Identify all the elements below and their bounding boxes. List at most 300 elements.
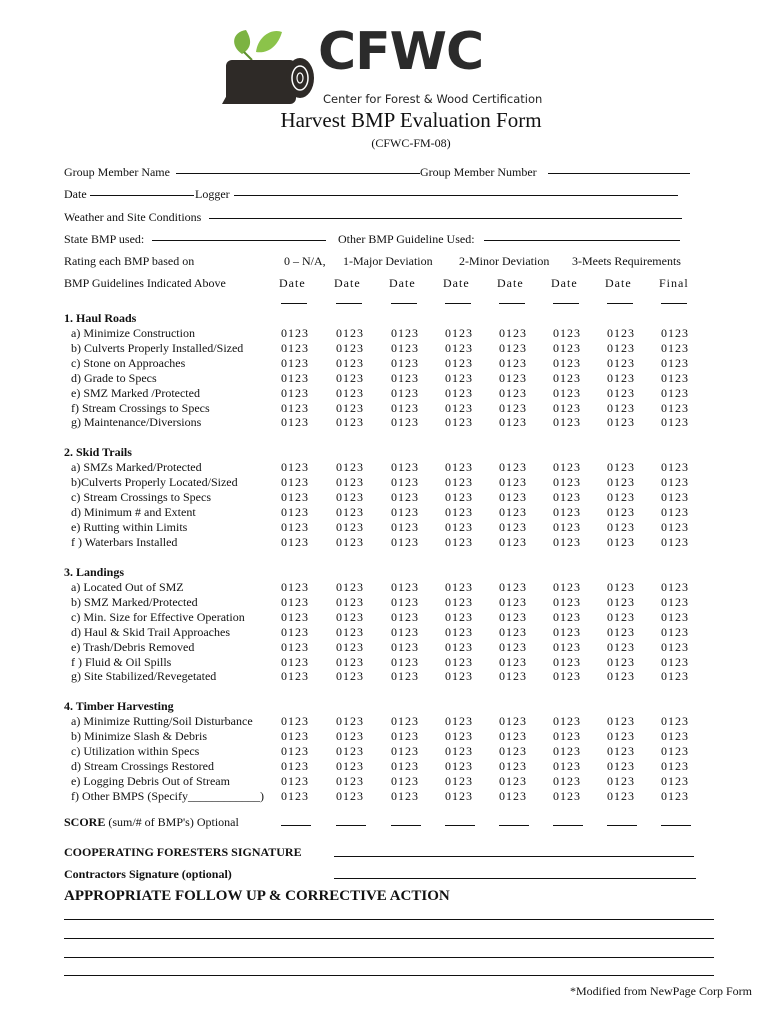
rating-label: Rating each BMP based on xyxy=(64,254,195,268)
rating-cell[interactable]: 0123 xyxy=(445,370,473,385)
contractors-signature-label: Contractors Signature (optional) xyxy=(64,867,232,881)
rating-cell[interactable]: 0123 xyxy=(553,460,581,474)
rating-cell[interactable]: 0123 xyxy=(661,504,689,519)
rating-cell[interactable]: 0123 xyxy=(445,534,473,549)
rating-cell[interactable]: 0123 xyxy=(391,743,419,758)
rating-cell[interactable]: 0123 xyxy=(499,474,527,489)
rating-cell[interactable]: 0123 xyxy=(445,340,473,355)
rating-cell[interactable]: 0123 xyxy=(336,669,364,684)
rating-cell[interactable]: 0123 xyxy=(661,474,689,489)
followup-line-1[interactable] xyxy=(64,919,714,920)
rating-cell[interactable]: 0123 xyxy=(553,415,581,430)
score-field-3[interactable] xyxy=(391,825,421,826)
rating-cell[interactable]: 0123 xyxy=(445,728,473,743)
rating-cell[interactable]: 0123 xyxy=(281,534,309,549)
rating-cell[interactable]: 0123 xyxy=(661,639,689,654)
rating-cell[interactable]: 0123 xyxy=(281,773,309,788)
rating-cell[interactable]: 0123 xyxy=(281,743,309,758)
rating-cell[interactable]: 0123 xyxy=(499,504,527,519)
rating-cell[interactable]: 0123 xyxy=(281,415,309,430)
bmp-item-label: e) SMZ Marked /Protected xyxy=(71,385,200,400)
bmp-item-label: d) Minimum # and Extent xyxy=(71,504,196,519)
rating-cell[interactable]: 0123 xyxy=(336,489,364,504)
rating-cell[interactable]: 0123 xyxy=(391,355,419,370)
rating-cell[interactable]: 0123 xyxy=(499,385,527,400)
column-initial-field-8[interactable] xyxy=(661,303,687,304)
rating-cell[interactable]: 0123 xyxy=(499,415,527,430)
rating-cell[interactable]: 0123 xyxy=(445,355,473,370)
bmp-item-label: b)Culverts Properly Located/Sized xyxy=(71,474,238,489)
rating-cell[interactable]: 0123 xyxy=(553,788,581,803)
rating-cell[interactable]: 0123 xyxy=(553,400,581,415)
rating-cell[interactable]: 0123 xyxy=(281,654,309,669)
rating-cell[interactable]: 0123 xyxy=(336,534,364,549)
column-header-6: Date xyxy=(551,276,578,290)
weather-field[interactable] xyxy=(209,218,682,219)
rating-cell[interactable]: 0123 xyxy=(391,534,419,549)
rating-cell[interactable]: 0123 xyxy=(661,758,689,773)
bmp-item-label: c) Stone on Approaches xyxy=(71,355,186,370)
rating-cell[interactable]: 0123 xyxy=(553,594,581,609)
followup-title: APPROPRIATE FOLLOW UP & CORRECTIVE ACTION xyxy=(64,888,450,904)
rating-cell[interactable]: 0123 xyxy=(607,773,635,788)
rating-cell[interactable]: 0123 xyxy=(336,580,364,594)
column-initial-field-6[interactable] xyxy=(553,303,579,304)
score-field-4[interactable] xyxy=(445,825,475,826)
rating-cell[interactable]: 0123 xyxy=(607,340,635,355)
rating-cell[interactable]: 0123 xyxy=(499,460,527,474)
rating-cell[interactable]: 0123 xyxy=(445,385,473,400)
rating-cell[interactable]: 0123 xyxy=(661,609,689,624)
rating-cell[interactable]: 0123 xyxy=(553,326,581,340)
rating-cell[interactable]: 0123 xyxy=(607,460,635,474)
other-bmp-field[interactable] xyxy=(484,240,680,241)
rating-cell[interactable]: 0123 xyxy=(553,773,581,788)
rating-cell[interactable]: 0123 xyxy=(336,340,364,355)
rating-cell[interactable]: 0123 xyxy=(281,609,309,624)
bmp-item-label: f ) Waterbars Installed xyxy=(71,534,178,549)
rating-cell[interactable]: 0123 xyxy=(445,669,473,684)
rating-cell[interactable]: 0123 xyxy=(499,788,527,803)
rating-cell[interactable]: 0123 xyxy=(336,400,364,415)
rating-cell[interactable]: 0123 xyxy=(336,788,364,803)
rating-cell[interactable]: 0123 xyxy=(499,580,527,594)
rating-cell[interactable]: 0123 xyxy=(553,728,581,743)
rating-cell[interactable]: 0123 xyxy=(445,788,473,803)
logo-tagline: Center for Forest & Wood Certification xyxy=(323,92,543,106)
rating-cell[interactable]: 0123 xyxy=(661,519,689,534)
rating-cell[interactable]: 0123 xyxy=(281,714,309,728)
rating-cell[interactable]: 0123 xyxy=(499,355,527,370)
bmp-item-label: g) Maintenance/Diversions xyxy=(71,415,202,430)
column-header-7: Date xyxy=(605,276,632,290)
leaf-log-icon xyxy=(222,26,322,106)
rating-cell[interactable]: 0123 xyxy=(391,758,419,773)
rating-cell[interactable]: 0123 xyxy=(553,385,581,400)
rating-cell[interactable]: 0123 xyxy=(281,519,309,534)
score-label-bold: SCORE xyxy=(64,815,106,829)
rating-cell[interactable]: 0123 xyxy=(607,534,635,549)
rating-cell[interactable]: 0123 xyxy=(499,773,527,788)
group-member-number-label: Group Member Number xyxy=(420,165,537,179)
followup-line-2[interactable] xyxy=(64,938,714,939)
rating-cell[interactable]: 0123 xyxy=(607,743,635,758)
rating-cell[interactable]: 0123 xyxy=(607,639,635,654)
bmp-item-label: b) Minimize Slash & Debris xyxy=(71,728,207,743)
rating-cell[interactable]: 0123 xyxy=(445,758,473,773)
rating-cell[interactable]: 0123 xyxy=(607,385,635,400)
score-field-8[interactable] xyxy=(661,825,691,826)
column-initial-field-4[interactable] xyxy=(445,303,471,304)
rating-cell[interactable]: 0123 xyxy=(661,594,689,609)
contractors-signature-field[interactable] xyxy=(334,878,696,879)
bmp-item-label: a) Minimize Rutting/Soil Disturbance xyxy=(71,714,253,728)
rating-cell[interactable]: 0123 xyxy=(553,609,581,624)
section-title-1: 1. Haul Roads xyxy=(64,311,137,325)
rating-cell[interactable]: 0123 xyxy=(553,758,581,773)
rating-cell[interactable]: 0123 xyxy=(281,474,309,489)
bmp-item-label: a) Located Out of SMZ xyxy=(71,580,184,594)
rating-cell[interactable]: 0123 xyxy=(336,609,364,624)
rating-cell[interactable]: 0123 xyxy=(336,519,364,534)
rating-cell[interactable]: 0123 xyxy=(607,400,635,415)
bmp-item-label: e) Trash/Debris Removed xyxy=(71,639,195,654)
rating-cell[interactable]: 0123 xyxy=(445,519,473,534)
score-field-5[interactable] xyxy=(499,825,529,826)
bmp-item-label: d) Haul & Skid Trail Approaches xyxy=(71,624,230,639)
rating-cell[interactable]: 0123 xyxy=(336,758,364,773)
scale-0: 0 – N/A, xyxy=(284,254,326,268)
rating-cell[interactable]: 0123 xyxy=(607,415,635,430)
rating-cell[interactable]: 0123 xyxy=(391,370,419,385)
rating-cell[interactable]: 0123 xyxy=(336,415,364,430)
rating-cell[interactable]: 0123 xyxy=(391,654,419,669)
bmp-item-label: c) Min. Size for Effective Operation xyxy=(71,609,245,624)
state-bmp-field[interactable] xyxy=(152,240,326,241)
rating-cell[interactable]: 0123 xyxy=(391,609,419,624)
other-bmp-label: Other BMP Guideline Used: xyxy=(338,232,475,246)
page-title: Harvest BMP Evaluation Form xyxy=(280,108,542,132)
rating-cell[interactable]: 0123 xyxy=(391,788,419,803)
rating-cell[interactable]: 0123 xyxy=(553,340,581,355)
rating-cell[interactable]: 0123 xyxy=(661,788,689,803)
rating-cell[interactable]: 0123 xyxy=(607,714,635,728)
score-label-rest: (sum/# of BMP's) Optional xyxy=(105,815,239,829)
column-initial-field-3[interactable] xyxy=(391,303,417,304)
rating-cell[interactable]: 0123 xyxy=(553,489,581,504)
rating-cell[interactable]: 0123 xyxy=(391,714,419,728)
rating-cell[interactable]: 0123 xyxy=(391,594,419,609)
section-title-2: 2. Skid Trails xyxy=(64,445,132,459)
bmp-item-label: c) Utilization within Specs xyxy=(71,743,200,758)
rating-cell[interactable]: 0123 xyxy=(661,714,689,728)
rating-cell[interactable]: 0123 xyxy=(391,669,419,684)
rating-cell[interactable]: 0123 xyxy=(391,489,419,504)
rating-cell[interactable]: 0123 xyxy=(661,385,689,400)
rating-cell[interactable]: 0123 xyxy=(281,326,309,340)
rating-cell[interactable]: 0123 xyxy=(445,326,473,340)
rating-cell[interactable]: 0123 xyxy=(336,639,364,654)
form-code: (CFWC-FM-08) xyxy=(371,136,451,150)
rating-cell[interactable]: 0123 xyxy=(661,370,689,385)
column-header-1: Date xyxy=(279,276,306,290)
rating-cell[interactable]: 0123 xyxy=(336,654,364,669)
rating-cell[interactable]: 0123 xyxy=(499,639,527,654)
rating-cell[interactable]: 0123 xyxy=(281,400,309,415)
section-title-4: 4. Timber Harvesting xyxy=(64,699,174,713)
rating-cell[interactable]: 0123 xyxy=(607,654,635,669)
bmp-item-label: d) Grade to Specs xyxy=(71,370,157,385)
rating-cell[interactable]: 0123 xyxy=(336,773,364,788)
scale-2: 2-Minor Deviation xyxy=(459,254,550,268)
rating-cell[interactable]: 0123 xyxy=(445,460,473,474)
bmp-item-label: d) Stream Crossings Restored xyxy=(71,758,214,773)
bmp-item-label: b) SMZ Marked/Protected xyxy=(71,594,198,609)
bmp-guidelines-label: BMP Guidelines Indicated Above xyxy=(64,276,226,290)
column-header-8: Final xyxy=(659,276,689,290)
rating-cell[interactable]: 0123 xyxy=(607,519,635,534)
foresters-signature-label: COOPERATING FORESTERS SIGNATURE xyxy=(64,845,302,859)
score-field-6[interactable] xyxy=(553,825,583,826)
footer-note: *Modified from NewPage Corp Form xyxy=(570,984,752,998)
rating-cell[interactable]: 0123 xyxy=(607,624,635,639)
followup-line-3[interactable] xyxy=(64,957,714,958)
rating-cell[interactable]: 0123 xyxy=(445,415,473,430)
rating-cell[interactable]: 0123 xyxy=(336,714,364,728)
rating-cell[interactable]: 0123 xyxy=(445,639,473,654)
rating-cell[interactable]: 0123 xyxy=(499,519,527,534)
rating-cell[interactable]: 0123 xyxy=(336,504,364,519)
rating-cell[interactable]: 0123 xyxy=(445,714,473,728)
rating-cell[interactable]: 0123 xyxy=(391,340,419,355)
rating-cell[interactable]: 0123 xyxy=(553,534,581,549)
followup-line-4[interactable] xyxy=(64,975,714,976)
rating-cell[interactable]: 0123 xyxy=(281,385,309,400)
rating-cell[interactable]: 0123 xyxy=(661,580,689,594)
logger-field[interactable] xyxy=(234,195,678,196)
rating-cell[interactable]: 0123 xyxy=(607,489,635,504)
bmp-item-label: e) Rutting within Limits xyxy=(71,519,188,534)
rating-cell[interactable]: 0123 xyxy=(445,654,473,669)
rating-cell[interactable]: 0123 xyxy=(281,594,309,609)
rating-cell[interactable]: 0123 xyxy=(281,489,309,504)
rating-cell[interactable]: 0123 xyxy=(499,326,527,340)
rating-cell[interactable]: 0123 xyxy=(391,460,419,474)
rating-cell[interactable]: 0123 xyxy=(445,594,473,609)
rating-cell[interactable]: 0123 xyxy=(391,580,419,594)
column-initial-field-2[interactable] xyxy=(336,303,362,304)
rating-cell[interactable]: 0123 xyxy=(607,580,635,594)
rating-cell[interactable]: 0123 xyxy=(661,489,689,504)
rating-cell[interactable]: 0123 xyxy=(281,370,309,385)
rating-cell[interactable]: 0123 xyxy=(336,743,364,758)
rating-cell[interactable]: 0123 xyxy=(499,714,527,728)
rating-cell[interactable]: 0123 xyxy=(336,594,364,609)
rating-cell[interactable]: 0123 xyxy=(336,370,364,385)
date-field[interactable] xyxy=(90,195,194,196)
rating-cell[interactable]: 0123 xyxy=(553,714,581,728)
rating-cell[interactable]: 0123 xyxy=(553,474,581,489)
rating-cell[interactable]: 0123 xyxy=(607,355,635,370)
rating-cell[interactable]: 0123 xyxy=(607,326,635,340)
bmp-item-label: e) Logging Debris Out of Stream xyxy=(71,773,230,788)
rating-cell[interactable]: 0123 xyxy=(661,326,689,340)
bmp-item-label: a) SMZs Marked/Protected xyxy=(71,460,202,474)
rating-cell[interactable]: 0123 xyxy=(336,355,364,370)
column-initial-field-1[interactable] xyxy=(281,303,307,304)
rating-cell[interactable]: 0123 xyxy=(661,415,689,430)
rating-cell[interactable]: 0123 xyxy=(553,580,581,594)
group-member-number-field[interactable] xyxy=(548,173,690,174)
rating-cell[interactable]: 0123 xyxy=(445,609,473,624)
rating-cell[interactable]: 0123 xyxy=(336,385,364,400)
rating-cell[interactable]: 0123 xyxy=(499,370,527,385)
rating-cell[interactable]: 0123 xyxy=(445,504,473,519)
rating-cell[interactable]: 0123 xyxy=(499,743,527,758)
rating-cell[interactable]: 0123 xyxy=(336,474,364,489)
rating-cell[interactable]: 0123 xyxy=(607,669,635,684)
rating-cell[interactable]: 0123 xyxy=(445,489,473,504)
rating-cell[interactable]: 0123 xyxy=(391,639,419,654)
rating-cell[interactable]: 0123 xyxy=(281,460,309,474)
rating-cell[interactable]: 0123 xyxy=(553,504,581,519)
rating-cell[interactable]: 0123 xyxy=(391,624,419,639)
rating-cell[interactable]: 0123 xyxy=(281,758,309,773)
rating-cell[interactable]: 0123 xyxy=(661,355,689,370)
rating-cell[interactable]: 0123 xyxy=(553,639,581,654)
rating-cell[interactable]: 0123 xyxy=(607,788,635,803)
rating-cell[interactable]: 0123 xyxy=(499,669,527,684)
rating-cell[interactable]: 0123 xyxy=(499,400,527,415)
bmp-item-label: c) Stream Crossings to Specs xyxy=(71,489,211,504)
rating-cell[interactable]: 0123 xyxy=(281,355,309,370)
rating-cell[interactable]: 0123 xyxy=(607,370,635,385)
rating-cell[interactable]: 0123 xyxy=(661,773,689,788)
rating-cell[interactable]: 0123 xyxy=(445,580,473,594)
rating-cell[interactable]: 0123 xyxy=(391,519,419,534)
rating-cell[interactable]: 0123 xyxy=(661,624,689,639)
column-header-4: Date xyxy=(443,276,470,290)
rating-cell[interactable]: 0123 xyxy=(336,326,364,340)
rating-cell[interactable]: 0123 xyxy=(281,669,309,684)
rating-cell[interactable]: 0123 xyxy=(445,400,473,415)
rating-cell[interactable]: 0123 xyxy=(445,743,473,758)
score-label xyxy=(64,815,239,830)
rating-cell[interactable]: 0123 xyxy=(281,580,309,594)
score-field-1[interactable] xyxy=(281,825,311,826)
rating-cell[interactable]: 0123 xyxy=(661,669,689,684)
rating-cell[interactable]: 0123 xyxy=(499,654,527,669)
rating-cell[interactable]: 0123 xyxy=(661,728,689,743)
rating-cell[interactable]: 0123 xyxy=(445,624,473,639)
rating-cell[interactable]: 0123 xyxy=(661,460,689,474)
rating-cell[interactable]: 0123 xyxy=(336,624,364,639)
rating-cell[interactable]: 0123 xyxy=(391,385,419,400)
score-field-7[interactable] xyxy=(607,825,637,826)
rating-cell[interactable]: 0123 xyxy=(499,340,527,355)
rating-cell[interactable]: 0123 xyxy=(661,340,689,355)
foresters-signature-field[interactable] xyxy=(334,856,694,857)
column-header-3: Date xyxy=(389,276,416,290)
rating-cell[interactable]: 0123 xyxy=(281,624,309,639)
bmp-item-label: b) Culverts Properly Installed/Sized xyxy=(71,340,244,355)
rating-cell[interactable]: 0123 xyxy=(499,609,527,624)
rating-cell[interactable]: 0123 xyxy=(391,773,419,788)
rating-cell[interactable]: 0123 xyxy=(553,654,581,669)
rating-cell[interactable]: 0123 xyxy=(553,355,581,370)
rating-cell[interactable]: 0123 xyxy=(499,594,527,609)
section-title-3: 3. Landings xyxy=(64,565,125,579)
rating-cell[interactable]: 0123 xyxy=(553,519,581,534)
logger-label: Logger xyxy=(195,187,230,201)
scale-3: 3-Meets Requirements xyxy=(572,254,681,268)
rating-cell[interactable]: 0123 xyxy=(281,340,309,355)
group-member-name-field[interactable] xyxy=(176,173,420,174)
rating-cell[interactable]: 0123 xyxy=(553,743,581,758)
rating-cell[interactable]: 0123 xyxy=(445,773,473,788)
rating-cell[interactable]: 0123 xyxy=(499,489,527,504)
rating-cell[interactable]: 0123 xyxy=(499,728,527,743)
rating-cell[interactable]: 0123 xyxy=(281,728,309,743)
rating-cell[interactable]: 0123 xyxy=(661,743,689,758)
rating-cell[interactable]: 0123 xyxy=(391,504,419,519)
rating-cell[interactable]: 0123 xyxy=(391,326,419,340)
rating-cell[interactable]: 0123 xyxy=(607,504,635,519)
rating-cell[interactable]: 0123 xyxy=(391,728,419,743)
date-label: Date xyxy=(64,187,87,201)
rating-cell[interactable]: 0123 xyxy=(391,415,419,430)
bmp-item-label: f) Stream Crossings to Specs xyxy=(71,400,210,415)
score-field-2[interactable] xyxy=(336,825,366,826)
rating-cell[interactable]: 0123 xyxy=(391,400,419,415)
rating-cell[interactable]: 0123 xyxy=(499,624,527,639)
rating-cell[interactable]: 0123 xyxy=(607,594,635,609)
column-initial-field-7[interactable] xyxy=(607,303,633,304)
rating-cell[interactable]: 0123 xyxy=(553,624,581,639)
rating-cell[interactable]: 0123 xyxy=(607,474,635,489)
bmp-item-label: f ) Fluid & Oil Spills xyxy=(71,654,172,669)
rating-cell[interactable]: 0123 xyxy=(661,534,689,549)
rating-cell[interactable]: 0123 xyxy=(336,460,364,474)
state-bmp-label: State BMP used: xyxy=(64,232,145,246)
scale-1: 1-Major Deviation xyxy=(343,254,433,268)
rating-cell[interactable]: 0123 xyxy=(281,504,309,519)
logo-brand: CFWC xyxy=(318,22,484,82)
rating-cell[interactable]: 0123 xyxy=(445,474,473,489)
rating-cell[interactable]: 0123 xyxy=(607,758,635,773)
bmp-item-label: f) Other BMPS (Specify____________) xyxy=(71,788,264,803)
column-header-2: Date xyxy=(334,276,361,290)
rating-cell[interactable]: 0123 xyxy=(281,788,309,803)
bmp-item-label: a) Minimize Construction xyxy=(71,326,195,340)
rating-cell[interactable]: 0123 xyxy=(336,728,364,743)
rating-cell[interactable]: 0123 xyxy=(661,400,689,415)
rating-cell[interactable]: 0123 xyxy=(553,370,581,385)
rating-cell[interactable]: 0123 xyxy=(499,534,527,549)
rating-cell[interactable]: 0123 xyxy=(391,474,419,489)
rating-cell[interactable]: 0123 xyxy=(281,639,309,654)
column-header-5: Date xyxy=(497,276,524,290)
rating-cell[interactable]: 0123 xyxy=(607,609,635,624)
rating-cell[interactable]: 0123 xyxy=(607,728,635,743)
rating-cell[interactable]: 0123 xyxy=(499,758,527,773)
column-initial-field-5[interactable] xyxy=(499,303,525,304)
rating-cell[interactable]: 0123 xyxy=(661,654,689,669)
bmp-item-label: g) Site Stabilized/Revegetated xyxy=(71,669,217,684)
rating-cell[interactable]: 0123 xyxy=(553,669,581,684)
group-member-name-label: Group Member Name xyxy=(64,165,170,179)
weather-label: Weather and Site Conditions xyxy=(64,210,202,224)
